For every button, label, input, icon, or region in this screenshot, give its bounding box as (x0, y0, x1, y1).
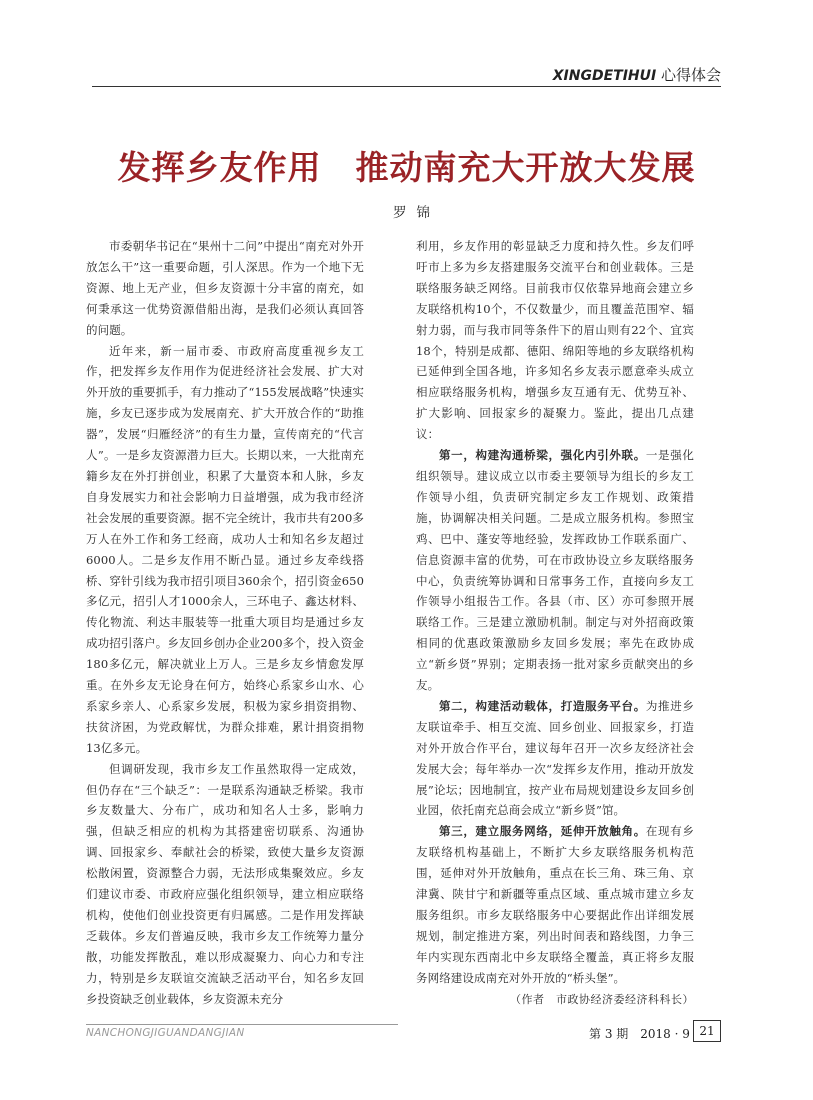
suggestion-text: 为推进乡友联谊牵手、相互交流、回乡创业、回报家乡，打造对外开放合作平台，建议每年召开一次乡友经济社会发展大会；每年举办一次“发挥乡友作用，推动开放发展”论坛；因地制宜，按产业布局规划建设乡友回乡创业园，依托南充总商会成立“新乡贤”馆。 (416, 698, 694, 818)
body-paragraph: 但调研发现，我市乡友工作虽然取得一定成效，但仍存在“三个缺乏”：一是联系沟通缺乏桥梁。我市乡友数量大、分布广，成功和知名人士多，影响力强，但缺乏相应的机构为其搭建密切联系、沟通协调、回报家乡、奉献社会的桥梁，致使大量乡友资源松散闲置，资源整合力弱，无法形成集聚效应。乡友们建议市委、市政府应强化组织领导，建立相应联络机构，使他们创业投资更有归属感。二是作用发挥缺乏载体。乡友们普遍反映，我市乡友工作统筹力量分散，功能发挥散乱，难以形成凝聚力、向心力和专注力，特别是乡友联谊交流缺乏活动平台，知名乡友回乡投资缺乏创业载体，乡友资源未充分 (86, 761, 364, 1006)
body-paragraph: 市委朝华书记在“果州十二问”中提出“南充对外开放怎么干”这一重要命题，引人深思。作为一个地下无资源、地上无产业，但乡友资源十分丰富的南充，如何秉承这一优势资源借船出海，是我们必须认真回答的问题。 (86, 239, 364, 337)
section-header (553, 64, 721, 85)
right-column (416, 236, 694, 1011)
article-title: 发挥乡友作用 推动南充大开放大发展 (117, 148, 696, 187)
suggestion-heading: 第三，建立服务网络，延伸开放触角。 (439, 824, 646, 839)
magazine-name-en: NANCHONGJIGUANDANGJIAN (86, 1027, 245, 1039)
suggestion-heading: 第二，构建活动载体，打造服务平台。 (439, 698, 646, 713)
suggestion-heading: 第一，构建沟通桥梁，强化内引外联。 (439, 448, 646, 463)
issue-label: 第 3 期 2018 · 9 (589, 1027, 690, 1041)
footer-rule (86, 1024, 398, 1025)
section-name-en: XINGDETIHUI (552, 68, 657, 84)
body-paragraph-continued: 利用，乡友作用的彰显缺乏力度和持久性。乡友们呼吁市上多为乡友搭建服务交流平台和创业载体。三是联络服务缺乏网络。目前我市仅依靠异地商会建立乡友联络机构10个，不仅数量少，而且覆盖范围窄、辐射力弱，而与我市同等条件下的眉山则有22个、宜宾18个，特别是成都、德阳、绵阳等地的乡友联络机构已延伸到全国各地，许多知名乡友表示愿意牵头成立相应联络服务机构，增强乡友互通有无、优势互补、扩大影响、回报家乡的凝聚力。鉴此，提出几点建议： (416, 239, 694, 442)
suggestion-text: 一是强化组织领导。建议成立以市委主要领导为组长的乡友工作领导小组，负责研究制定乡友工作规划、政策措施，协调解决相关问题。二是成立服务机构。参照宝鸡、巴中、蓬安等地经验，发挥政协工作联系面广、信息资源丰富的优势，可在市政协设立乡友联络服务中心，负责统筹协调和日常事务工作，直接向乡友工作领导小组报告工作。各县（市、区）亦可参照开展联络工作。三是建立激励机制。制定与对外招商政策相同的优惠政策激励乡友回乡发展；率先在政协成立“新乡贤”界别；定期表扬一批对家乡贡献突出的乡友。 (416, 448, 694, 693)
suggestion-paragraph (416, 445, 694, 696)
article-author: 罗锦 (393, 205, 440, 221)
suggestion-paragraph (416, 696, 694, 821)
body-paragraph: 近年来，新一届市委、市政府高度重视乡友工作，把发挥乡友作用作为促进经济社会发展、扩大对外开放的重要抓手，有力推动了“155发展战略”快速实施，乡友已逐步成为发展南充、扩大开放合作的“助推器”，发展“归雁经济”的有生力量，宣传南充的“代言人”。一是乡友资源潜力巨大。长期以来，一大批南充籍乡友在外打拼创业，积累了大量资本和人脉，乡友自身发展实力和社会影响力日益增强，成为我市经济社会发展的重要资源。据不完全统计，我市共有200多万人在外工作和务工经商，成功人士和知名乡友超过6000人。二是乡友作用不断凸显。通过乡友牵线搭桥、穿针引线为我市招引项目360余个，招引资金650多亿元，招引人才1000余人，三环电子、鑫达材料、传化物流、利达丰服装等一批重大项目均是通过乡友成功招引落户。乡友回乡创办企业200多个，投入资金180多亿元，解决就业上万人。三是乡友乡情愈发厚重。在外乡友无论身在何方，始终心系家乡山水、心系家乡亲人、心系家乡发展，积极为家乡捐资捐物、扶贫济困，为党政解忧，为群众排难，累计捐资捐物13亿多元。 (86, 343, 364, 755)
section-name-cn: 心得体会 (660, 66, 721, 84)
header-rule (92, 86, 721, 87)
left-column (86, 236, 364, 1010)
author-note: （作者 市政协经济委经济科科长） (510, 992, 694, 1006)
suggestion-text: 在现有乡友联络机构基础上，不断扩大乡友联络服务机构范围，延伸对外开放触角，重点在长三角、珠三角、京津冀、陕甘宁和新疆等重点区域、重点城市建立乡友服务组织。市乡友联络服务中心要据此作出详细发展规划，制定推进方案，列出时间表和路线图，力争三年内实现东西南北中乡友联络全覆盖，真正将乡友服务网络建设成南充对外开放的“桥头堡”。 (416, 824, 694, 985)
page-number: 21 (693, 1020, 721, 1042)
suggestion-paragraph (416, 821, 694, 988)
